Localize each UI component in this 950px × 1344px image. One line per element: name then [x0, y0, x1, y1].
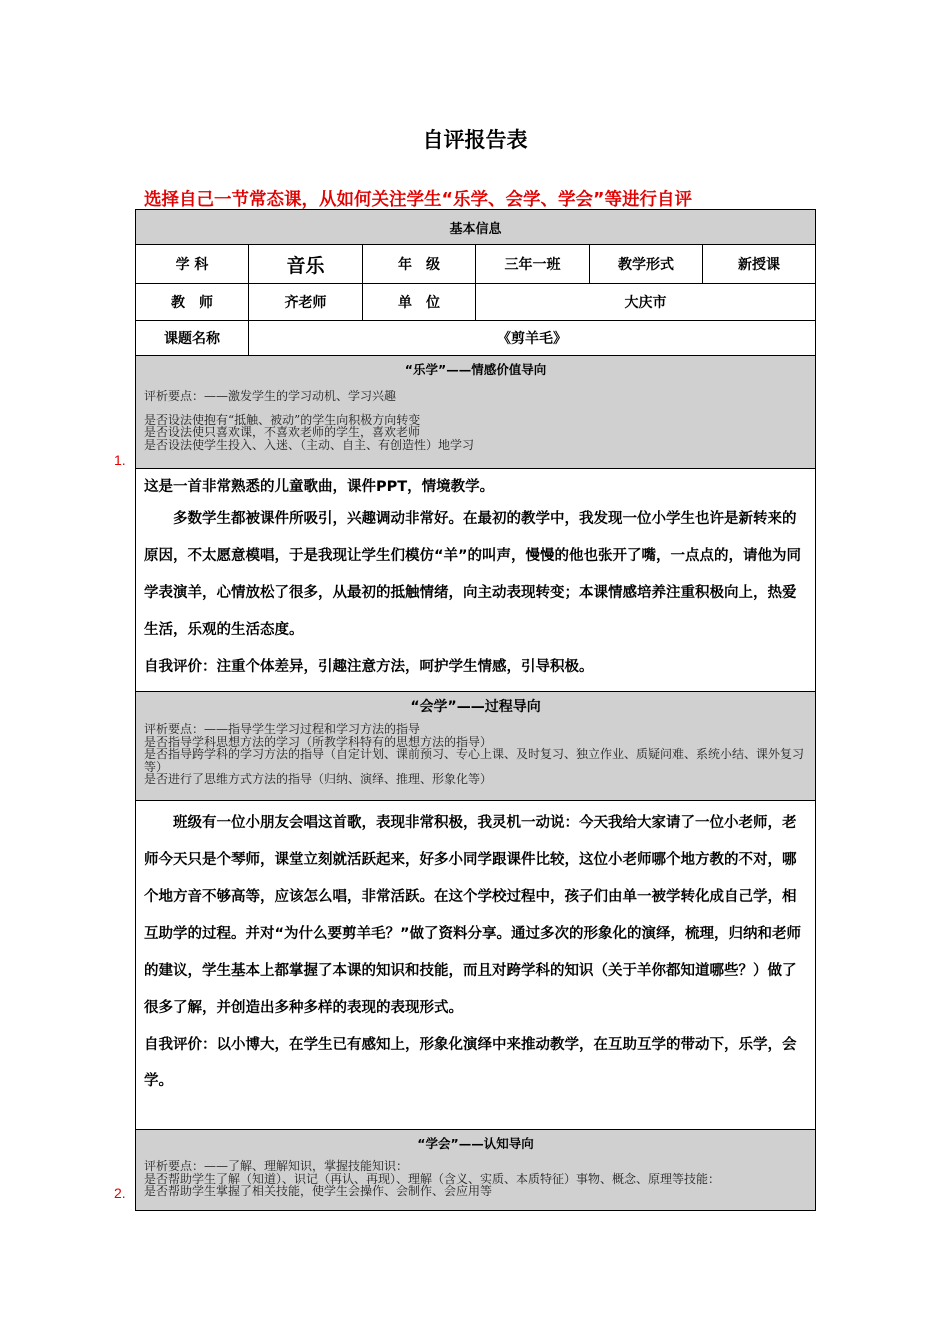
teaching-format-value: 新授课 — [703, 245, 816, 284]
section1-self-evaluation: 自我评价：注重个体差异，引趣注意方法，呵护学生情感，引导积极。 — [144, 659, 594, 675]
section3-criteria-list — [136, 1152, 815, 1200]
section3-criteria — [136, 1130, 816, 1211]
teacher-value: 齐老师 — [249, 284, 363, 321]
section2-body-text — [136, 801, 815, 1105]
section2-point: 是否进行了思维方式方法的指导（归纳、演绎、推理、形象化等） — [144, 772, 493, 786]
section1-criteria — [136, 356, 816, 469]
teaching-format-label: 教学形式 — [590, 245, 703, 284]
section3-criteria-row — [136, 1130, 816, 1211]
section1-body — [136, 469, 816, 692]
section1-point: 是否设法使只喜欢课，不喜欢老师的学生，喜欢老师 — [144, 425, 421, 439]
subject-value: 音乐 — [249, 245, 363, 284]
section1-body-text — [136, 469, 815, 691]
grade-value: 三年一班 — [476, 245, 590, 284]
section2-lead: 评析要点：——指导学生学习过程和学习方法的指导 — [144, 722, 421, 736]
page-title: 自评报告表 — [422, 128, 528, 152]
section2-criteria — [136, 692, 816, 801]
section1-point: 是否设法使学生投入、入迷、（主动、自主、有创造性）地学习 — [144, 437, 475, 452]
basic-info-heading: 基本信息 — [136, 210, 816, 245]
section1-heading: “乐学”——情感价值导向 — [404, 362, 547, 377]
teacher-label: 教 师 — [136, 284, 249, 321]
section1-criteria-row — [136, 356, 816, 469]
self-evaluation-form — [135, 209, 816, 1211]
section1-criteria-list — [136, 378, 815, 453]
topic-row — [136, 321, 816, 356]
section1-paragraph: 多数学生都被课件所吸引，兴趣调动非常好。在最初的教学中，我发现一位小学生也许是新转来的原因，不太愿意模唱，于是我现让学生们模仿“羊”的叫声，慢慢的他也张开了嘴，一点点的，请他为同学表演羊，心情放松了很多，从最初的抵触情绪，向主动表现转变；本课情感培养注重积极向上，热爱生活，乐观的生活态度。 — [144, 511, 802, 638]
section2-heading: “会学”——过程导向 — [410, 699, 541, 715]
topic-label: 课题名称 — [136, 321, 249, 356]
section1-lead: 评析要点：——激发学生的学习动机、学习兴趣 — [144, 389, 397, 403]
basic-info-header-row — [136, 210, 816, 245]
section1-paragraph: 这是一首非常熟悉的儿童歌曲，课件PPT，情境教学。 — [144, 479, 495, 495]
grade-label: 年 级 — [363, 245, 476, 284]
section1-body-row — [136, 469, 816, 692]
section3-lead: 评析要点：——了解、理解知识，掌握技能知识： — [144, 1159, 409, 1173]
section3-point: 是否帮助学生了解（知道）、识记（再认、再现）、理解（含义、实质、本质特征）事物、概念、原理等技能： — [144, 1171, 721, 1186]
unit-label: 单 位 — [363, 284, 476, 321]
topic-value: 《剪羊毛》 — [249, 321, 816, 356]
subject-row — [136, 245, 816, 284]
section2-body-row — [136, 801, 816, 1130]
margin-marker-2: 2. — [114, 1185, 126, 1201]
unit-value: 大庆市 — [476, 284, 816, 321]
section2-point: 是否指导学科思想方法的学习（所教学科特有的思想方法的指导） — [144, 734, 493, 749]
page-subtitle: 选择自己一节常态课，从如何关注学生“乐学、会学、学会”等进行自评 — [144, 190, 693, 210]
section1-point: 是否设法使抱有“抵触、被动”的学生向积极方向转变 — [144, 412, 421, 427]
subject-label: 学 科 — [136, 245, 249, 284]
section2-criteria-list — [136, 716, 815, 788]
margin-marker-1: 1. — [114, 452, 126, 468]
section2-criteria-row — [136, 692, 816, 801]
section2-paragraph: 班级有一位小朋友会唱这首歌，表现非常积极，我灵机一动说：今天我给大家请了一位小老师，老师今天只是个琴师，课堂立刻就活跃起来，好多小同学跟课件比较，这位小老师哪个地方教的不对，哪个地方音不够高等，应该怎么唱，非常活跃。在这个学校过程中，孩子们由单一被学转化成自己学，相互助学的过程。并对“为什么要剪羊毛？”做了资料分享。通过多次的形象化的演绎，梳理，归纳和老师的建议，学生基本上都掌握了本课的知识和技能，而且对跨学科的知识（关于羊你都知道哪些？）做了很多了解，并创造出多种多样的表现的表现形式。 — [144, 815, 802, 1016]
section2-point: 是否指导跨学科的学习方法的指导（自定计划、课前预习、专心上课、及时复习、独立作业、质疑问难、系统小结、课外复习等） — [144, 747, 805, 774]
section3-heading: “学会”——认知导向 — [417, 1136, 534, 1151]
teacher-row — [136, 284, 816, 321]
section3-point: 是否帮助学生掌握了相关技能，使学生会操作、会制作、会应用等 — [144, 1184, 493, 1198]
section2-body — [136, 801, 816, 1130]
section2-self-evaluation: 自我评价：以小博大，在学生已有感知上，形象化演绎中来推动教学，在互助互学的带动下，乐学，会学。 — [144, 1037, 797, 1089]
